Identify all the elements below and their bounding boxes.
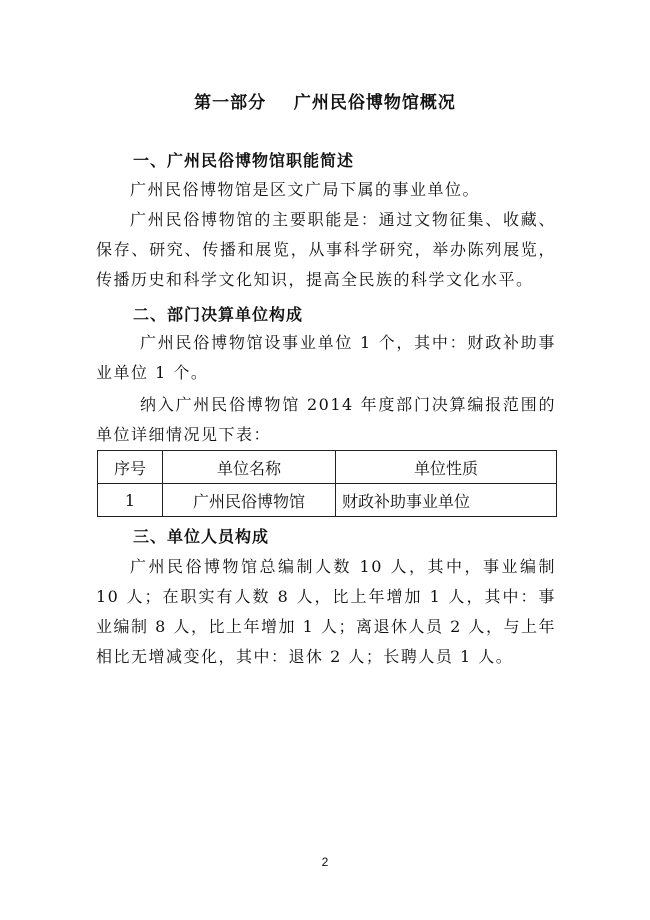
section-heading-units: 二、部门决算单位构成 [133, 305, 304, 324]
units-table [97, 450, 557, 517]
table-header-cell: 单位性质 [336, 451, 557, 484]
paragraph-units-count: 广州民俗博物馆设事业单位 1 个，其中：财政补助事业单位 1 个。 [96, 333, 556, 382]
table-cell: 广州民俗博物馆 [163, 484, 336, 517]
table-row [98, 484, 557, 517]
page-number: 2 [321, 855, 329, 869]
section-heading-functions: 一、广州民俗博物馆职能简述 [133, 151, 355, 170]
paragraph-functions-intro: 广州民俗博物馆是区文广局下属的事业单位。 [130, 180, 481, 199]
table-header-row [98, 451, 557, 484]
paragraph-staff: 广州民俗博物馆总编制人数 10 人，其中，事业编制 10 人；在职实有人数 8 人，比上年增加 1 人，其中：事业编制 8 人，比上年增加 1 人；离退休人员 2 人，与上年相比无增减变化，其中：退休 2 人；长聘人员 1 人。 [96, 557, 556, 666]
table-cell: 财政补助事业单位 [336, 484, 557, 517]
page-title: 第一部分 广州民俗博物馆概况 [194, 93, 456, 113]
table-header-cell: 单位名称 [163, 451, 336, 484]
paragraph-units-scope: 纳入广州民俗博物馆 2014 年度部门决算编报范围的单位详细情况见下表： [96, 395, 556, 444]
section-heading-staff: 三、单位人员构成 [133, 527, 270, 546]
paragraph-functions-detail: 广州民俗博物馆的主要职能是：通过文物征集、收藏、保存、研究、传播和展览，从事科学研究，举办陈列展览，传播历史和科学文化知识，提高全民族的科学文化水平。 [96, 210, 556, 289]
table-cell: 1 [98, 484, 163, 517]
table-header-cell: 序号 [98, 451, 163, 484]
